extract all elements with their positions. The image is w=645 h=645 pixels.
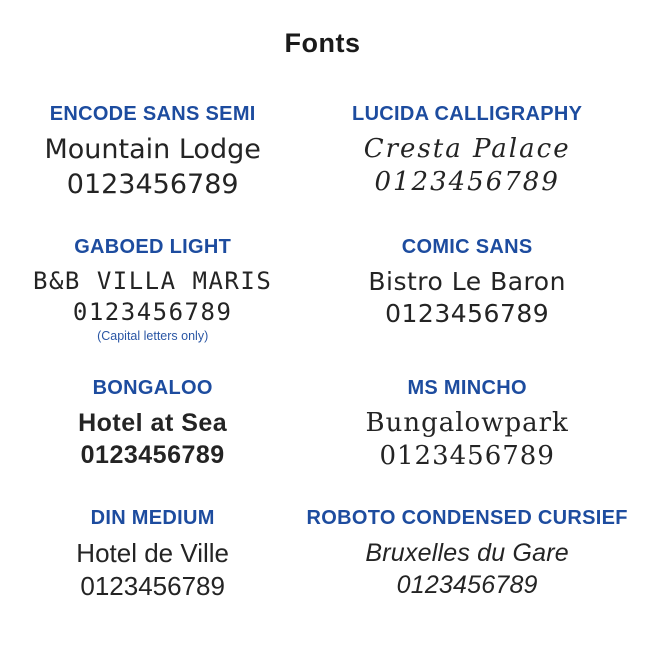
font-sample: Bistro Le Baron	[368, 267, 566, 297]
font-digits: 0123456789	[80, 571, 225, 602]
font-sample: B&B VILLA MARIS	[33, 267, 273, 296]
font-name: MS MINCHO	[407, 376, 527, 399]
font-block-din-medium	[8, 507, 297, 604]
font-sample: Hotel de Ville	[76, 538, 230, 569]
font-sample: Hotel at Sea	[78, 408, 228, 437]
font-block-ms-mincho	[297, 377, 637, 474]
font-sample: Bungalowpark	[365, 407, 569, 438]
font-name: GABOED LIGHT	[74, 236, 232, 259]
font-name: ROBOTO CONDENSED CURSIEF	[306, 507, 628, 530]
font-digits: 0123456789	[72, 297, 233, 326]
font-digits: 0123456789	[374, 167, 560, 198]
font-block-bongaloo	[8, 377, 297, 474]
font-digits: 0123456789	[66, 168, 239, 200]
font-name: BONGALOO	[92, 376, 213, 399]
font-name: LUCIDA CALLIGRAPHY	[352, 103, 583, 125]
font-block-gaboed-light	[8, 236, 297, 342]
font-digits: 0123456789	[396, 571, 538, 600]
font-digits: 0123456789	[80, 440, 225, 469]
font-sample: Mountain Lodge	[44, 134, 261, 165]
font-block-lucida-calligraphy	[297, 103, 637, 202]
font-name: ENCODE SANS SEMI	[49, 103, 256, 125]
font-digits: 0123456789	[385, 299, 550, 329]
font-block-roboto-condensed-cursief	[297, 507, 637, 604]
font-note: (Capital letters only)	[97, 328, 209, 343]
font-sample: Bruxelles du Gare	[365, 539, 569, 568]
font-specimen-grid	[8, 103, 637, 604]
font-name: COMIC SANS	[401, 236, 533, 259]
font-block-encode-sans-semi	[8, 103, 297, 202]
font-block-comic-sans	[297, 236, 637, 342]
font-sample: Cresta Palace	[363, 134, 571, 164]
font-name: DIN MEDIUM	[90, 507, 215, 530]
page-title: Fonts	[284, 28, 361, 58]
font-digits: 0123456789	[379, 440, 555, 471]
